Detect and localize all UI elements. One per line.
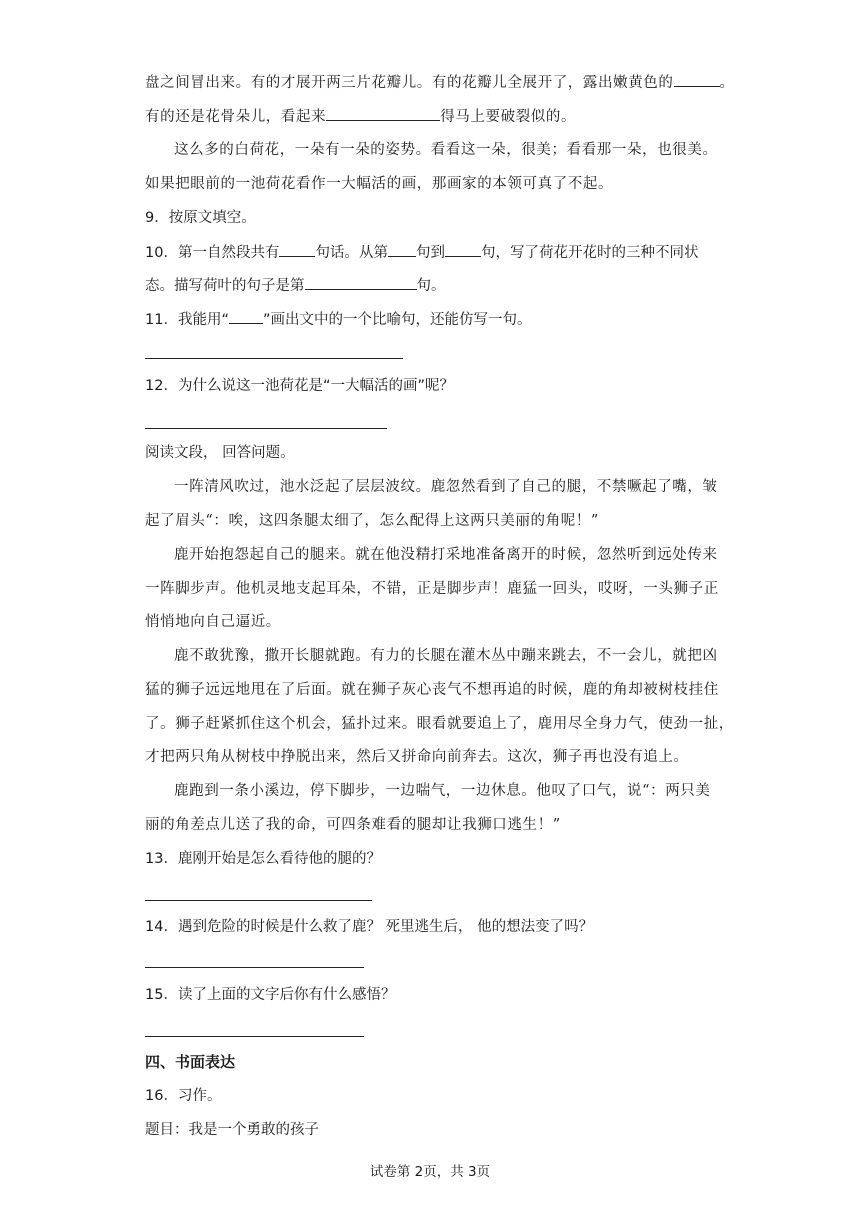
question-13: 13．鹿刚开始是怎么看待他的腿的？ bbox=[145, 851, 381, 867]
question-text: 句到 bbox=[415, 245, 445, 261]
question-12: 12．为什么说这一池荷花是“一大幅活的画”呢？ bbox=[145, 378, 454, 394]
question-text: ”画出文中的一个比喻句，还能仿写一句。 bbox=[262, 312, 532, 328]
fill-blank bbox=[229, 309, 263, 324]
passage-line: 如果把眼前的一池荷花看作一大幅活的画，那画家的本领可真了不起。 bbox=[145, 176, 614, 192]
question-10 bbox=[145, 242, 720, 263]
fill-blank[interactable] bbox=[388, 242, 416, 257]
passage-line: 丽的角差点儿送了我的命，可四条难看的腿却让我狮口逃生！” bbox=[145, 817, 561, 833]
question-11 bbox=[145, 309, 720, 330]
question-text: 态。描写荷叶的句子是第 bbox=[145, 278, 305, 294]
answer-line[interactable] bbox=[145, 358, 403, 359]
passage-line: 起了眉头“：唉，这四条腿太细了，怎么配得上这两只美丽的角呢！” bbox=[145, 513, 599, 529]
essay-topic: 题目：我是一个勇敢的孩子 bbox=[145, 1122, 319, 1138]
passage-text: 盘之间冒出来。有的才展开两三片花瓣儿。有的花瓣儿全展开了，露出嫩黄色的 bbox=[145, 75, 674, 91]
passage-line bbox=[145, 72, 735, 93]
passage-line: 鹿不敢犹豫，撒开长腿就跑。有力的长腿在灌木丛中蹦来跳去，不一会儿，就把凶 bbox=[174, 648, 718, 664]
fill-blank[interactable] bbox=[279, 242, 315, 257]
reading-instruction: 阅读文段， 回答问题。 bbox=[145, 445, 295, 461]
passage-line: 了。狮子赶紧抓住这个机会，猛扑过来。眼看就要追上了，鹿用尽全身力气，使劲一扯， bbox=[145, 716, 734, 732]
passage-text: 。 bbox=[719, 75, 735, 91]
question-10-cont bbox=[145, 275, 720, 296]
passage-text: 得马上要破裂似的。 bbox=[440, 109, 577, 125]
passage-line: 这么多的白荷花，一朵有一朵的姿势。看看这一朵，很美；看看那一朵，也很美。 bbox=[174, 142, 718, 158]
question-9: 9．按原文填空。 bbox=[145, 210, 256, 226]
passage-line: 一阵脚步声。他机灵地支起耳朵，不错，正是脚步声！鹿猛一回头，哎呀，一头狮子正 bbox=[145, 581, 719, 597]
passage-line bbox=[145, 106, 720, 127]
answer-line[interactable] bbox=[145, 428, 387, 429]
question-text: 句，写了荷花开花时的三种不同状 bbox=[480, 245, 699, 261]
fill-blank[interactable] bbox=[326, 106, 440, 121]
passage-line: 才把两只角从树枝中挣脱出来，然后又拼命向前奔去。这次，狮子再也没有追上。 bbox=[145, 749, 689, 765]
question-15: 15．读了上面的文字后你有什么感悟？ bbox=[145, 987, 396, 1003]
answer-line[interactable] bbox=[145, 900, 372, 901]
fill-blank[interactable] bbox=[305, 275, 417, 290]
section-heading: 四、书面表达 bbox=[145, 1053, 236, 1071]
page-footer: 试卷第 2页，共 3页 bbox=[369, 1164, 491, 1180]
fill-blank[interactable] bbox=[445, 242, 481, 257]
passage-line: 鹿开始抱怨起自己的腿来。就在他没精打采地准备离开的时候，忽然听到远处传来 bbox=[174, 547, 718, 563]
passage-line: 悄悄地向自己逼近。 bbox=[145, 614, 281, 630]
fill-blank[interactable] bbox=[674, 72, 720, 87]
question-14: 14．遇到危险的时候是什么救了鹿？ 死里逃生后， 他的想法变了吗？ bbox=[145, 919, 594, 935]
question-16: 16．习作。 bbox=[145, 1088, 222, 1104]
question-text: 10．第一自然段共有 bbox=[145, 245, 280, 261]
passage-line: 鹿跑到一条小溪边，停下脚步，一边喘气，一边休息。他叹了口气，说“：两只美 bbox=[174, 783, 711, 799]
question-text: 11．我能用“ bbox=[145, 312, 229, 328]
question-text: 句话。从第 bbox=[315, 245, 388, 261]
passage-line: 猛的狮子远远地甩在了后面。就在狮子灰心丧气不想再追的时候，鹿的角却被树枝挂住 bbox=[145, 682, 719, 698]
passage-line: 一阵清风吹过，池水泛起了层层波纹。鹿忽然看到了自己的腿，不禁噘起了嘴，皱 bbox=[174, 479, 718, 495]
question-text: 句。 bbox=[416, 278, 446, 294]
answer-line[interactable] bbox=[145, 967, 364, 968]
answer-line[interactable] bbox=[145, 1036, 364, 1037]
passage-text: 有的还是花骨朵儿，看起来 bbox=[145, 109, 327, 125]
